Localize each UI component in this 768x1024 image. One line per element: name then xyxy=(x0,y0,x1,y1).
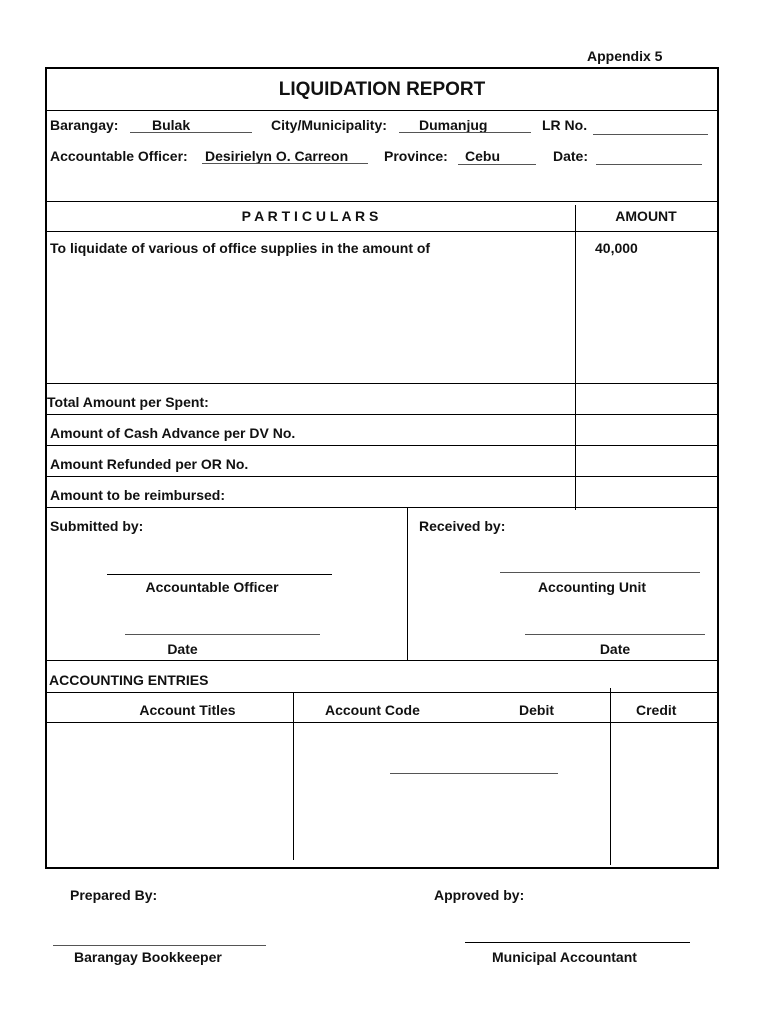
received-signature-line xyxy=(500,572,700,573)
province-value: Cebu xyxy=(465,148,500,164)
officer-value: Desirielyn O. Carreon xyxy=(205,148,349,164)
particulars-amount: 40,000 xyxy=(595,240,638,256)
appendix-label: Appendix 5 xyxy=(587,48,663,64)
total-spent-label: Total Amount per Spent: xyxy=(47,394,209,410)
col-credit: Credit xyxy=(636,702,677,718)
submitted-role: Accountable Officer xyxy=(145,579,279,595)
officer-label: Accountable Officer: xyxy=(50,148,188,164)
barangay-underline xyxy=(130,132,252,133)
officer-underline xyxy=(202,163,368,164)
accounting-entry-line xyxy=(390,773,558,774)
particulars-bottom-border xyxy=(45,383,717,384)
title-divider xyxy=(45,110,717,111)
city-underline xyxy=(399,132,531,133)
totals-bottom-border xyxy=(45,507,717,508)
province-underline xyxy=(458,164,536,165)
prepared-role: Barangay Bookkeeper xyxy=(74,949,222,965)
prepared-by-label: Prepared By: xyxy=(70,887,158,903)
date-label: Date: xyxy=(553,148,589,164)
cash-advance-label: Amount of Cash Advance per DV No. xyxy=(50,425,296,441)
accounting-title-divider xyxy=(45,692,717,693)
barangay-value: Bulak xyxy=(152,117,191,133)
totals-divider xyxy=(45,445,717,446)
signature-divider xyxy=(407,508,408,660)
col-account-code: Account Code xyxy=(325,702,420,718)
barangay-label: Barangay: xyxy=(50,117,119,133)
account-titles-divider xyxy=(293,692,294,860)
amount-column-divider xyxy=(575,205,576,510)
submitted-date-label: Date xyxy=(167,641,198,657)
city-label: City/Municipality: xyxy=(271,117,387,133)
reimbursed-label: Amount to be reimbursed: xyxy=(50,487,226,503)
col-account-titles: Account Titles xyxy=(139,702,236,718)
received-by-label: Received by: xyxy=(419,518,506,534)
prepared-signature-line xyxy=(53,945,266,946)
approved-role: Municipal Accountant xyxy=(492,949,637,965)
particulars-item: To liquidate of various of office supplies in the amount of xyxy=(50,240,431,256)
submitted-date-line xyxy=(125,634,320,635)
refunded-label: Amount Refunded per OR No. xyxy=(50,456,249,472)
received-role: Accounting Unit xyxy=(537,579,647,595)
approved-by-label: Approved by: xyxy=(434,887,525,903)
approved-signature-line xyxy=(465,942,690,943)
province-label: Province: xyxy=(384,148,448,164)
date-underline xyxy=(596,164,702,165)
submitted-by-label: Submitted by: xyxy=(50,518,144,534)
submitted-signature-line xyxy=(107,574,332,575)
received-date-line xyxy=(525,634,705,635)
received-date-label: Date xyxy=(599,641,631,657)
particulars-header: P A R T I C U L A R S xyxy=(241,208,379,224)
particulars-top-border xyxy=(45,201,717,202)
amount-header: AMOUNT xyxy=(615,208,677,224)
totals-divider xyxy=(45,476,717,477)
accounting-header-divider xyxy=(45,722,717,723)
particulars-header-divider xyxy=(45,231,717,232)
accounting-entries-title: ACCOUNTING ENTRIES xyxy=(49,672,209,688)
credit-column-divider xyxy=(610,688,611,865)
lr-label: LR No. xyxy=(542,117,588,133)
totals-divider xyxy=(45,414,717,415)
city-value: Dumanjug xyxy=(419,117,488,133)
col-debit: Debit xyxy=(519,702,554,718)
signatures-bottom-border xyxy=(45,660,717,661)
page-title: LIQUIDATION REPORT xyxy=(278,79,486,100)
lr-underline xyxy=(593,134,708,135)
